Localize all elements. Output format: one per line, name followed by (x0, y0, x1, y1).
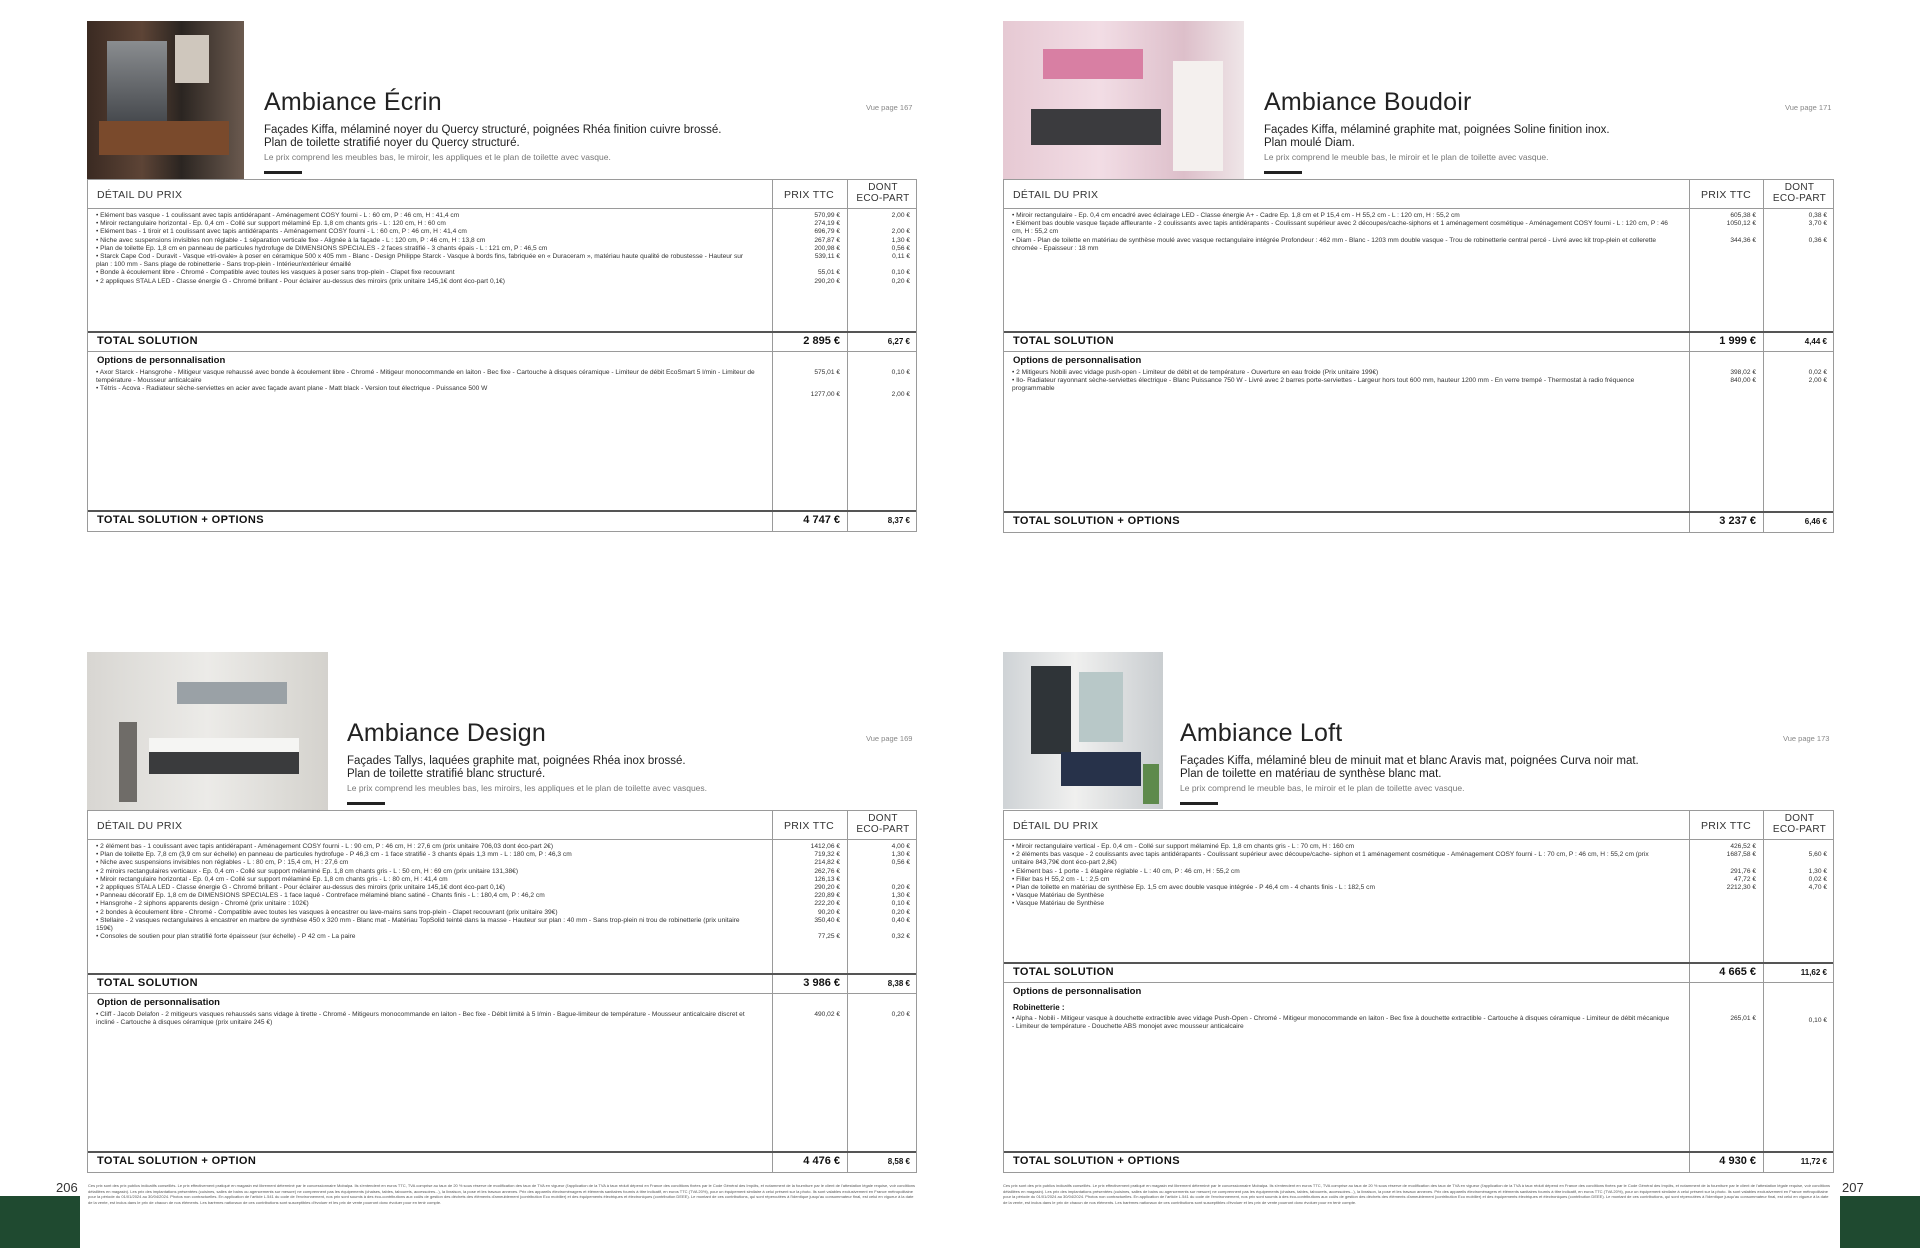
total-solution-label: TOTAL SOLUTION (1013, 335, 1114, 347)
accent-dash (347, 802, 385, 805)
options-price-column: 398,02 € 840,00 € (1730, 369, 1756, 385)
list-item: • 2 bondes à écoulement libre - Chromé - Compatible avec toutes les vasques à encastrer ou lave-mains sans trop-plein - Clapet recouvrant (prix unitaire 39€) (96, 908, 558, 916)
options-price-column: 265,01 € (1730, 1015, 1756, 1022)
total-solution-eco: 6,27 € (887, 337, 910, 346)
price-table (87, 810, 917, 1173)
card-note: Le prix comprend le meuble bas, le miroir et le plan de toilette avec vasque. (1264, 152, 1549, 162)
total-solution-eco: 11,62 € (1800, 968, 1827, 977)
options-list (1012, 369, 1672, 394)
price-table (87, 179, 917, 532)
grand-total-label: TOTAL SOLUTION + OPTIONS (1013, 515, 1180, 527)
detail-header: DÉTAIL DU PRIX (97, 820, 183, 832)
card-description-1: Façades Tallys, laquées graphite mat, poignées Rhéa inox brossé. (347, 755, 686, 767)
list-item: • Niche avec suspensions invisibles non réglables - L : 80 cm, P : 15,4 cm, H : 27,6 cm (96, 859, 349, 867)
item-list (96, 843, 756, 941)
options-eco-column: 0,20 € (891, 1011, 910, 1018)
eco-header: DONT ECO-PART (1772, 182, 1827, 204)
card-description-2: Plan de toilette stratifié noyer du Quercy structuré. (264, 137, 520, 149)
page-reference: Vue page 173 (1783, 734, 1830, 743)
list-item: • Elément bas - 1 porte - 1 étagère réglable - L : 40 cm, P : 46 cm, H : 55,2 cm (1012, 867, 1240, 875)
grand-total-label: TOTAL SOLUTION + OPTION (97, 1155, 257, 1167)
total-solution-label: TOTAL SOLUTION (97, 977, 198, 989)
card-note: Le prix comprend les meubles bas, les miroirs, les appliques et le plan de toilette avec vasques. (347, 783, 708, 793)
list-item: • Elément bas - 1 tiroir et 1 coulissant avec tapis antidérapants - Aménagement COSY fourni - L : 60 cm, P : 46 cm, H : 41,4 cm (96, 228, 467, 236)
options-list (96, 1011, 756, 1027)
list-item: • Plan de toilette en matériau de synthèse Ep. 1,5 cm avec double vasque intégrée - P 46,4 cm - 4 chants finis - L : 182,5 cm (1012, 884, 1375, 892)
list-item: • Axor Starck - Hansgrohe - Mitigeur vasque rehaussé avec bonde à écoulement libre - Chromé - Mitigeur monocommande en laiton - Bec fixe - Cartouche à disques céramique - Limiteur de débit EcoSmart 5 l/min - Limiteur de température - Mousseur anticalcaire (96, 369, 755, 385)
card-title: Ambiance Design (347, 719, 546, 747)
price-column: 570,99 € 274,19 € 696,79 € 267,87 € 200,98 € 539,11 € 55,01 € 290,20 € (814, 212, 840, 285)
list-item: • 2 éléments bas vasque - 2 coulissants avec tapis antidérapants - Coulissant supérieur avec découpe/cache- siphon et 1 aménagement cosmétique - Aménagement COSY fourni - L : 70 cm, P : 46 cm, H : 55,2 cm (prix unitaire 843,79€ dont éco-part 2,8€) (1012, 851, 1649, 867)
item-list (1012, 843, 1672, 909)
detail-header: DÉTAIL DU PRIX (1013, 189, 1099, 201)
list-item: • Starck Cape Cod - Duravit - Vasque «tri-ovale» à poser en céramique 500 x 405 mm - Blanc - Design Philippe Starck - Vasque à bords fins, fabriquée en « Duraceram », matériau haute qualité de robustesse - Hauteur sur plan : 100 mm - Sans plage de robinetterie - Sans trop-plein - Intérieur/extérieur émaillé (96, 253, 744, 269)
accent-dash (1264, 171, 1302, 174)
total-solution-label: TOTAL SOLUTION (97, 335, 198, 347)
product-photo (1003, 652, 1163, 809)
options-subtitle: Robinetterie : (1013, 1003, 1065, 1012)
list-item: • Stellaire - 2 vasques rectangulaires à encastrer en marbre de synthèse 450 x 320 mm - Blanc mat - Matériau TopSolid teinté dans la masse - Hauteur sur plan : 40 mm - Sans trop-plein ni trou de robinetterie (prix unitaire 159€) (96, 916, 740, 933)
total-solution-eco: 8,38 € (887, 979, 910, 988)
card-description-2: Plan moulé Diam. (1264, 137, 1355, 149)
options-price-column: 490,02 € (814, 1011, 840, 1018)
price-column: 426,52 € 1687,58 € 291,76 € 47,72 € 2212,30 € (1726, 843, 1756, 891)
price-column: 605,38 € 1050,12 € 344,36 € (1726, 212, 1756, 244)
grand-total-eco: 11,72 € (1800, 1157, 1827, 1166)
detail-header: DÉTAIL DU PRIX (1013, 820, 1099, 832)
legal-text-left: Ces prix sont des prix publics indicatifs conseillés. Le prix effectivement pratiqué en magasin est librement déterminé par le concessionnaire Mobalpa. Ils s'entendent en euros TTC, TVA comprise au taux de 20 % sous réserve de modification des taux de TVA en vigueur (l'application de la TVA à taux réduit dépend en France des conditions fixées par le Code Général des Impôts, et notamment de la fourniture par le client de l'attestation légale requise, voir conditions détaillées en magasin). Les prix des implantations présentées (cuisines, salles de bains ou agencements sur mesure) ne comprennent pas les équipements (chaises, tables, tabourets, accessoires...), la livraison, la pose et les travaux annexes. Prix des appareils électroménagers et éléments sanitaires fournis à titre indicatif, en euros TTC (TVA 20%), pour un équipement similaire à celui présent sur la photo. Ils sont valables exclusivement en France métropolitaine pour la période du 01/01/2024 au 30/04/2024. Photos non contractuelles. En application de l'article L.541 du code de l'environnement, nos prix sont soumis à des éco-contributions aux coûts de gestion des déchets des éléments d'ameublement (contribution Eco mobilier) et des équipements électriques et électroniques (contribution DEEE). Le montant de ces contributions, qui sont répercutées à l'identique jusqu'au consommateur final, est celui en vigueur à la date de la vente, est inclus dans le prix de chacun de nos éléments. Les barèmes nationaux de ces contributions sont susceptibles d'évoluer et les prix de vente pourront donc évoluer pour en tenir compte. (88, 1183, 916, 1205)
list-item: • 2 Mitigeurs Nobili avec vidage push-open - Limiteur de débit et de température - Ouverture en eau froide (Prix unitaire 199€) (1012, 369, 1379, 376)
grand-total-label: TOTAL SOLUTION + OPTIONS (1013, 1155, 1180, 1167)
list-item: • 2 élément bas - 1 coulissant avec tapis antidérapant - Aménagement COSY fourni - L : 90 cm, P : 46 cm, H : 27,6 cm (prix unitaire 706,03 dont éco-part 2€) (96, 843, 554, 850)
list-item: • Plan de toilette Ep. 7,8 cm (3,9 cm sur échelle) en panneau de particules hydrofuge - P 46,3 cm - 1 face stratifié - 3 chants épais 1,3 mm - L : 180 cm, P : 46,3 cm (96, 851, 572, 859)
options-title: Option de personnalisation (97, 997, 220, 1008)
list-item: • Miroir rectangulaire - Ep. 0,4 cm encadré avec éclairage LED - Classe énergie A+ - Cadre Ep. 1,8 cm et P 15,4 cm - H 55,2 cm - L : 120 cm, H : 55,2 cm (1012, 212, 1460, 219)
list-item: • Cliff - Jacob Delafon - 2 mitigeurs vasques rehaussés sans vidage à tirette - Chromé - Mitigeurs monocommande en laiton - Bec fixe - Débit limité à 5 l/min - Bague-limiteur de température - Mousseur anticalcaire discret et incliné - Cartouche à disques céramique (prix unitaire 245 €) (96, 1011, 745, 1027)
page-number-left: 206 (56, 1180, 78, 1195)
options-eco-column: 0,10 € 2,00 € (891, 369, 910, 399)
product-photo (87, 21, 244, 179)
card-note: Le prix comprend le meuble bas, le miroir et le plan de toilette avec vasque. (1180, 783, 1465, 793)
eco-column: 5,60 € 1,30 € 0,02 € 4,70 € (1808, 851, 1827, 891)
grand-total-price: 4 476 € (803, 1155, 840, 1167)
accent-dash (264, 171, 302, 174)
total-solution-price: 2 895 € (803, 335, 840, 347)
product-photo (1003, 21, 1244, 179)
eco-header: DONT ECO-PART (856, 182, 910, 204)
card-description-1: Façades Kiffa, mélaminé bleu de minuit mat et blanc Aravis mat, poignées Curva noir mat. (1180, 755, 1639, 767)
list-item: • 2 appliques STALA LED - Classe énergie G - Chromé brillant - Pour éclairer au-dessus des miroirs (prix unitaire 145,1€ dont éco-part 0,1€) (96, 277, 505, 285)
grand-total-price: 4 930 € (1719, 1155, 1756, 1167)
card-description-2: Plan de toilette en matériau de synthèse blanc mat. (1180, 768, 1442, 780)
detail-header: DÉTAIL DU PRIX (97, 189, 183, 201)
grand-total-eco: 8,58 € (887, 1157, 910, 1166)
card-title: Ambiance Loft (1180, 719, 1343, 747)
page-reference: Vue page 167 (866, 103, 913, 112)
options-eco-column: 0,10 € (1808, 1017, 1827, 1024)
prix-header: PRIX TTC (784, 820, 835, 832)
list-item: • Hansgrohe - 2 siphons apparents design - Chromé (prix unitaire : 102€) (96, 900, 309, 908)
list-item: • Vasque Matériau de Synthèse (1012, 900, 1104, 908)
page-reference: Vue page 169 (866, 734, 913, 743)
list-item: • Plan de toilette Ep. 1,8 cm en panneau de particules hydrofuge de DIMENSIONS SPECIALES - 2 faces stratifié - 3 chants épais - L : 121 cm, P : 46,5 cm (96, 244, 548, 252)
options-title: Options de personnalisation (1013, 355, 1142, 366)
legal-text-right: Ces prix sont des prix publics indicatifs conseillés. Le prix effectivement pratiqué en magasin est librement déterminé par le concessionnaire Mobalpa. Ils s'entendent en euros TTC, TVA comprise au taux de 20 % sous réserve de modification des taux de TVA en vigueur (l'application de la TVA à taux réduit dépend en France des conditions fixées par le Code Général des Impôts, et notamment de la fourniture par le client de l'attestation légale requise, voir conditions détaillées en magasin). Les prix des implantations présentées (cuisines, salles de bains ou agencements sur mesure) ne comprennent pas les équipements (chaises, tables, tabourets, accessoires...), la livraison, la pose et les travaux annexes. Prix des appareils électroménagers et éléments sanitaires fournis à titre indicatif, en euros TTC (TVA 20%), pour un équipement similaire à celui présent sur la photo. Ils sont valables exclusivement en France métropolitaine pour la période du 01/01/2024 au 30/04/2024. Photos non contractuelles. En application de l'article L.541 du code de l'environnement, nos prix sont soumis à des éco-contributions aux coûts de gestion des déchets des éléments d'ameublement (contribution Eco mobilier) et des équipements électriques et électroniques (contribution DEEE). Le montant de ces contributions, qui sont répercutées à l'identique jusqu'au consommateur final, est celui en vigueur à la date de la vente, est inclus dans le prix de chacun de nos éléments. Les barèmes nationaux de ces contributions sont susceptibles d'évoluer et les prix de vente pourront donc évoluer pour en tenir compte. (1003, 1183, 1831, 1205)
grand-total-price: 3 237 € (1719, 515, 1756, 527)
list-item: • Niche avec suspensions invisibles non réglable - 1 séparation verticale fixe - Alignée à la façade - L : 120 cm, P : 46 cm, H : 13,8 cm (96, 236, 486, 244)
list-item: • Elément bas vasque - 1 coulissant avec tapis antidérapant - Aménagement COSY fourni - L : 60 cm, P : 46 cm, H : 41,4 cm (96, 212, 460, 219)
list-item: • Tétris - Acova - Radiateur sèche-serviettes en acier avec façade avant plane - Matt black - Version tout électrique - Puissance 500 W (96, 385, 488, 393)
eco-column: 2,00 € 2,00 € 1,30 € 0,56 € 0,11 € 0,10 € 0,20 € (891, 212, 910, 285)
item-list (96, 212, 756, 286)
grand-total-eco: 8,37 € (887, 516, 910, 525)
product-photo (87, 652, 328, 810)
list-item: • Alpha - Nobili - Mitigeur vasque à douchette extractible avec vidage Push-Open - Chromé - Mitigeur monocommande en laiton - Bec fixe à douchette extractible - Cartouche à disques céramique - Limiteur de débit mécanique - Limiteur de température - Douchette ABS monojet avec mousseur anticalcaire (1012, 1015, 1670, 1031)
card-title: Ambiance Écrin (264, 88, 442, 116)
card-description-1: Façades Kiffa, mélaminé noyer du Quercy structuré, poignées Rhéa finition cuivre brossé. (264, 124, 722, 136)
options-title: Options de personnalisation (97, 355, 226, 366)
page-reference: Vue page 171 (1785, 103, 1832, 112)
prix-header: PRIX TTC (1701, 189, 1752, 201)
grand-total-label: TOTAL SOLUTION + OPTIONS (97, 514, 264, 526)
card-description-1: Façades Kiffa, mélaminé graphite mat, poignées Soline finition inox. (1264, 124, 1610, 136)
grand-total-eco: 6,46 € (1804, 517, 1827, 526)
list-item: • 2 appliques STALA LED - Classe énergie G - Chromé brillant - Pour éclairer au-dessus des miroirs (prix unitaire 145,1€ dont éco-part 0,1€) (96, 884, 505, 892)
eco-header: DONT ECO-PART (856, 813, 910, 835)
grand-total-price: 4 747 € (803, 514, 840, 526)
list-item: • Elément bas double vasque façade affleurante - 2 coulissants avec tapis antidérapants - Coulissant supérieur avec 2 découpes/cache-siphons et 1 aménagement cosmétique - Aménagement COSY fourni - L : 120 cm, P : 46 cm, H : 55,2 cm (1012, 220, 1668, 236)
total-solution-price: 3 986 € (803, 977, 840, 989)
page-number-right: 207 (1842, 1180, 1864, 1195)
list-item: • Panneau décoratif Ep. 1,8 cm de DIMENSIONS SPECIALES - 1 face laqué - Contreface mélaminé blanc satiné - Chants finis - L : 180,4 cm, P : 46,2 cm (96, 892, 545, 900)
accent-dash (1180, 802, 1218, 805)
eco-column: 4,00 € 1,30 € 0,56 € 0,20 € 1,30 € 0,10 € 0,20 € 0,40 € 0,32 € (891, 843, 910, 941)
list-item: • Miroir rectangulaire horizontal - Ep. 0,4 cm - Collé sur support mélaminé Ep. 1,8 cm chants gris - L : 120 cm, H : 60 cm (96, 220, 446, 228)
total-solution-eco: 4,44 € (1804, 337, 1827, 346)
total-solution-label: TOTAL SOLUTION (1013, 966, 1114, 978)
options-eco-column: 0,02 € 2,00 € (1808, 369, 1827, 385)
card-description-2: Plan de toilette stratifié blanc structuré. (347, 768, 546, 780)
list-item: • Miroir rectangulaire vertical - Ep. 0,4 cm - Collé sur support mélaminé Ep. 1,8 cm chants gris - L : 70 cm, H : 160 cm (1012, 843, 1355, 850)
list-item: • 2 miroirs rectangulaires verticaux - Ep. 0,4 cm - Collé sur support mélaminé Ep. 1,8 cm chants gris - L : 50 cm, H : 69 cm (prix unitaire 131,38€) (96, 867, 519, 875)
card-note: Le prix comprend les meubles bas, le miroir, les appliques et le plan de toilette avec vasque. (264, 152, 611, 162)
card-title: Ambiance Boudoir (1264, 88, 1472, 116)
prix-header: PRIX TTC (1701, 820, 1752, 832)
total-solution-price: 1 999 € (1719, 335, 1756, 347)
list-item: • Miroir rectangulaire horizontal - Ep. 0,4 cm - Collé sur support mélaminé Ep. 1,8 cm chants gris - L : 80 cm, H : 41,4 cm (96, 875, 448, 883)
options-list (1012, 1015, 1672, 1031)
list-item: • Vasque Matériau de Synthèse (1012, 892, 1104, 900)
price-column: 1412,06 € 719,32 € 214,82 € 262,76 € 126,13 € 290,20 € 220,89 € 222,20 € 90,20 € 350,40 € 77,25 € (810, 843, 840, 941)
eco-header: DONT ECO-PART (1772, 813, 1827, 835)
list-item: • Ilo- Radiateur rayonnant sèche-serviettes électrique - Blanc Puissance 750 W - Livré avec 2 barres porte-serviettes - Largeur hors tout 600 mm, hauteur 1200 mm - En verre trempé - Thermostat à radio fréquence programmable (1012, 377, 1635, 393)
list-item: • Filler bas H 55,2 cm - L : 2,5 cm (1012, 875, 1110, 883)
prix-header: PRIX TTC (784, 189, 835, 201)
list-item: • Consoles de soutien pour plan stratifié forte épaisseur (sur échelle) - P 42 cm - La paire (96, 933, 356, 941)
eco-column: 0,38 € 3,70 € 0,36 € (1808, 212, 1827, 244)
options-list (96, 369, 756, 394)
total-solution-price: 4 665 € (1719, 966, 1756, 978)
price-table (1003, 179, 1834, 533)
price-table (1003, 810, 1834, 1173)
item-list (1012, 212, 1672, 253)
options-price-column: 575,01 € 1277,00 € (810, 369, 840, 399)
list-item: • Bonde à écoulement libre - Chromé - Compatible avec toutes les vasques à poser sans trop-plein - Clapet fixe recouvrant (96, 269, 455, 277)
list-item: • Diam - Plan de toilette en matériau de synthèse moulé avec vasque rectangulaire intégrée Profondeur : 462 mm - Blanc - 1203 mm double vasque - Trou de robinetterie central percé - Livré avec kit trop-plein et collerette chromée - Epaisseur : 18 mm (1012, 236, 1657, 252)
options-title: Options de personnalisation (1013, 986, 1142, 997)
